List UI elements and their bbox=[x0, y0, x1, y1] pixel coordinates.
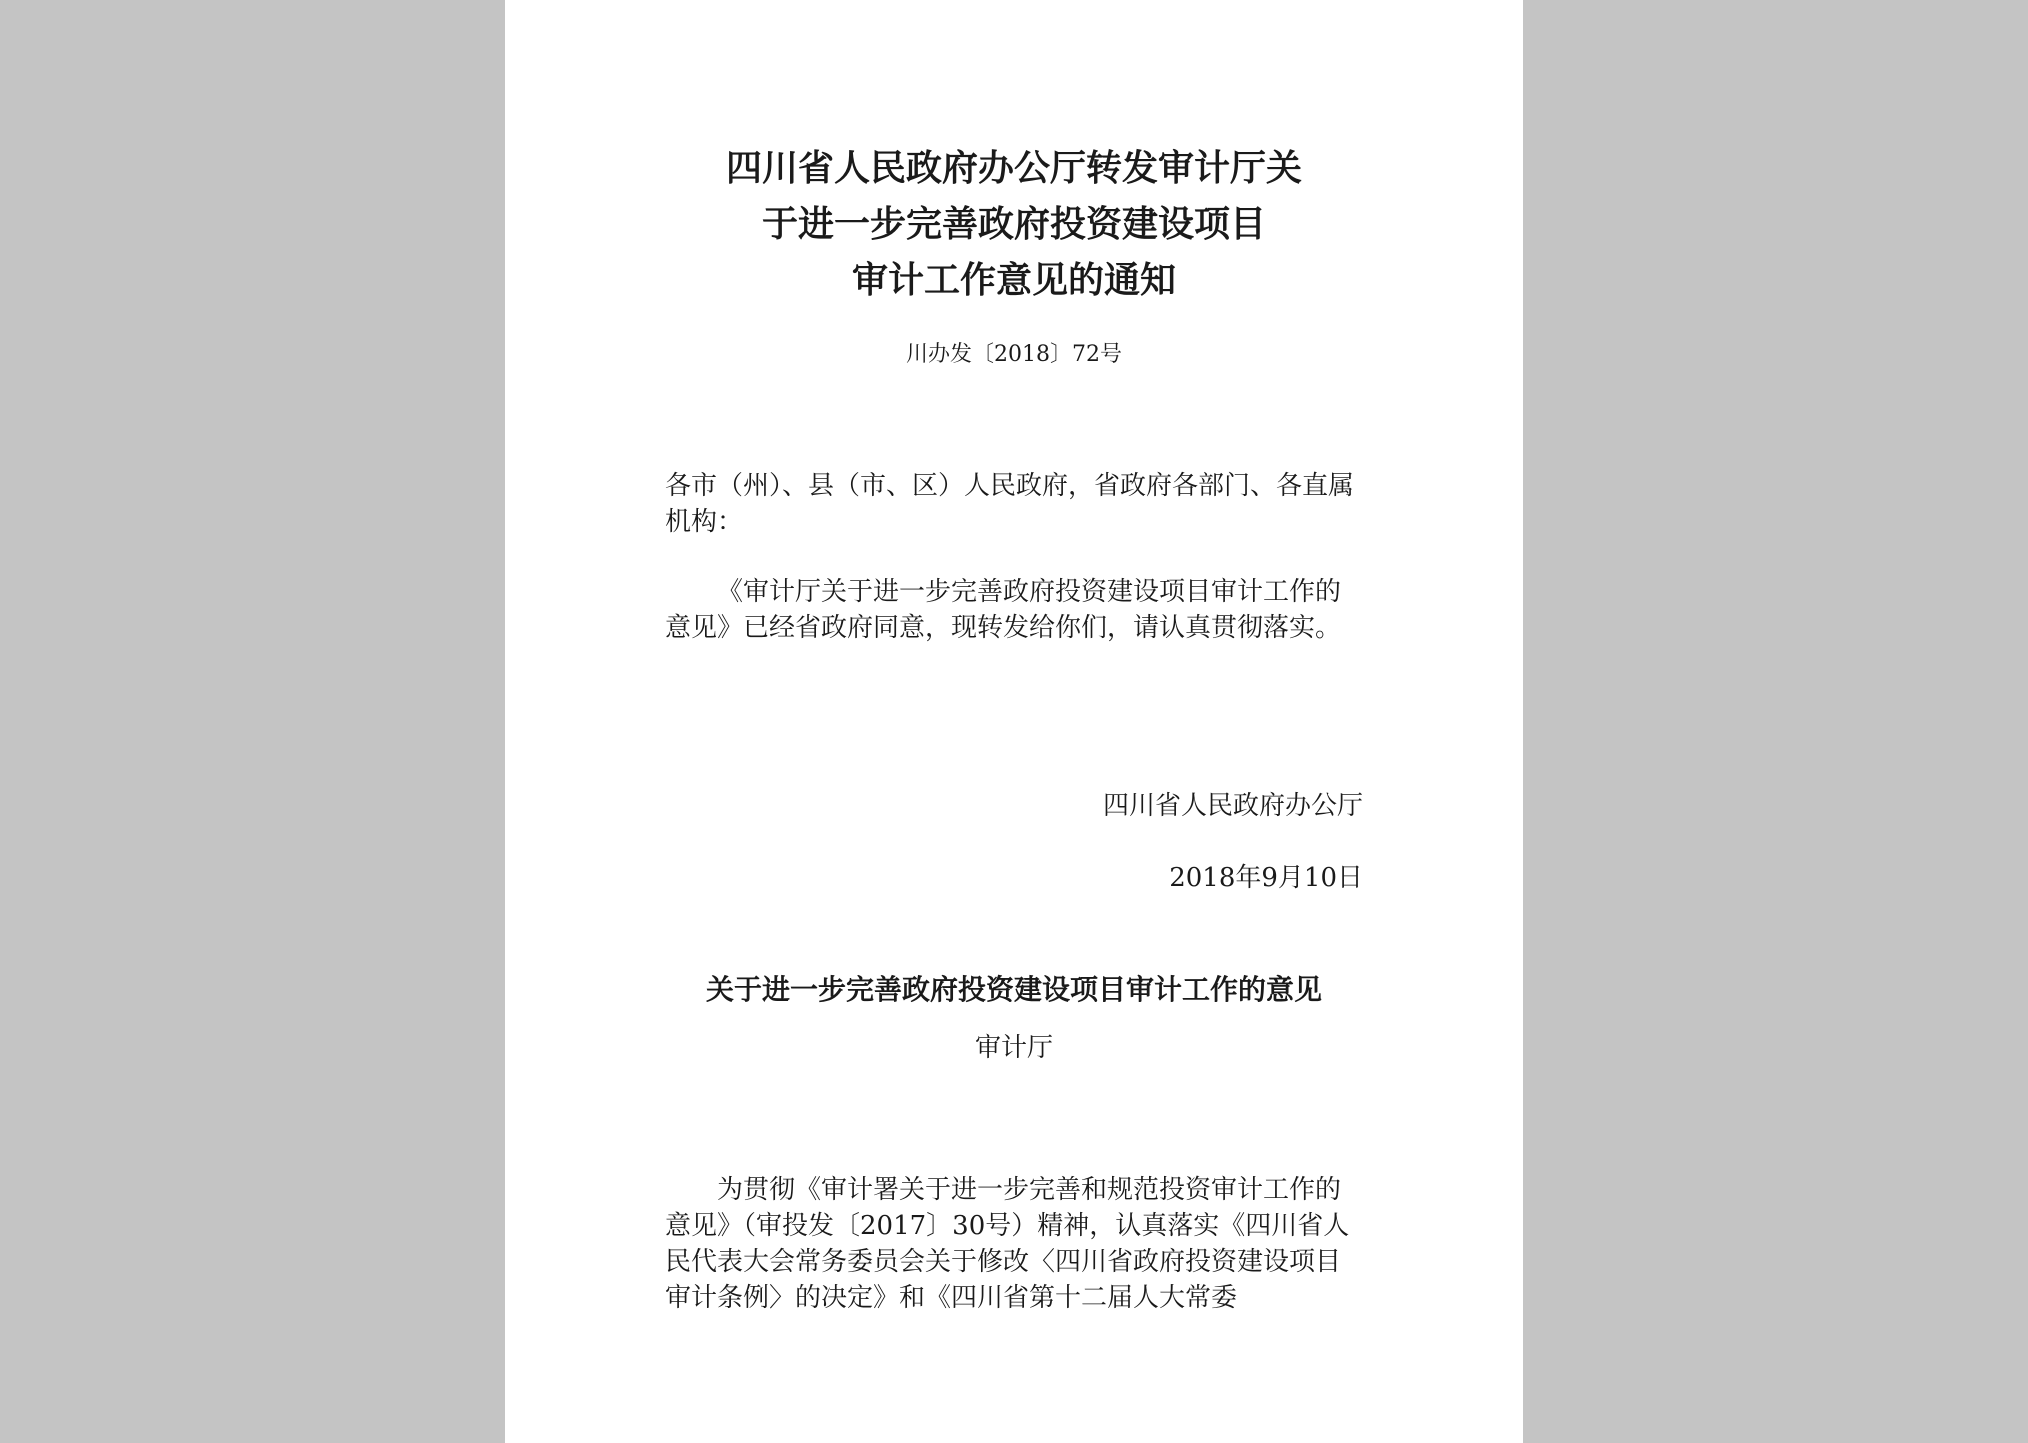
addressee: 各市（州）、县（市、区）人民政府，省政府各部门、各直属机构： bbox=[665, 471, 1355, 537]
opinion-department: 审计厅 bbox=[974, 1033, 1053, 1063]
document-page bbox=[505, 0, 1523, 1443]
opinion-paragraph: 为贯彻《审计署关于进一步完善和规范投资审计工作的意见》（审投发〔2017〕30号）精神，认真落实《四川省人民代表大会常务委员会关于修改〈四川省政府投资建设项目审计条例〉的决定》和《四川省第十二届人大常委 bbox=[665, 1175, 1350, 1313]
notice-title bbox=[505, 140, 1523, 308]
document-number: 川办发〔2018〕72号 bbox=[906, 342, 1122, 367]
issue-date: 2018年9月10日 bbox=[1169, 863, 1363, 893]
notice-title-line: 四川省人民政府办公厅转发审计厅关 bbox=[725, 147, 1302, 189]
notice-title-line: 审计工作意见的通知 bbox=[851, 259, 1176, 301]
issuer-signature: 四川省人民政府办公厅 bbox=[1102, 791, 1363, 821]
notice-paragraph: 《审计厅关于进一步完善政府投资建设项目审计工作的意见》已经省政府同意，现转发给你们，请认真贯彻落实。 bbox=[665, 577, 1342, 643]
notice-title-line: 于进一步完善政府投资建设项目 bbox=[761, 203, 1266, 245]
opinion-title: 关于进一步完善政府投资建设项目审计工作的意见 bbox=[705, 973, 1322, 1006]
